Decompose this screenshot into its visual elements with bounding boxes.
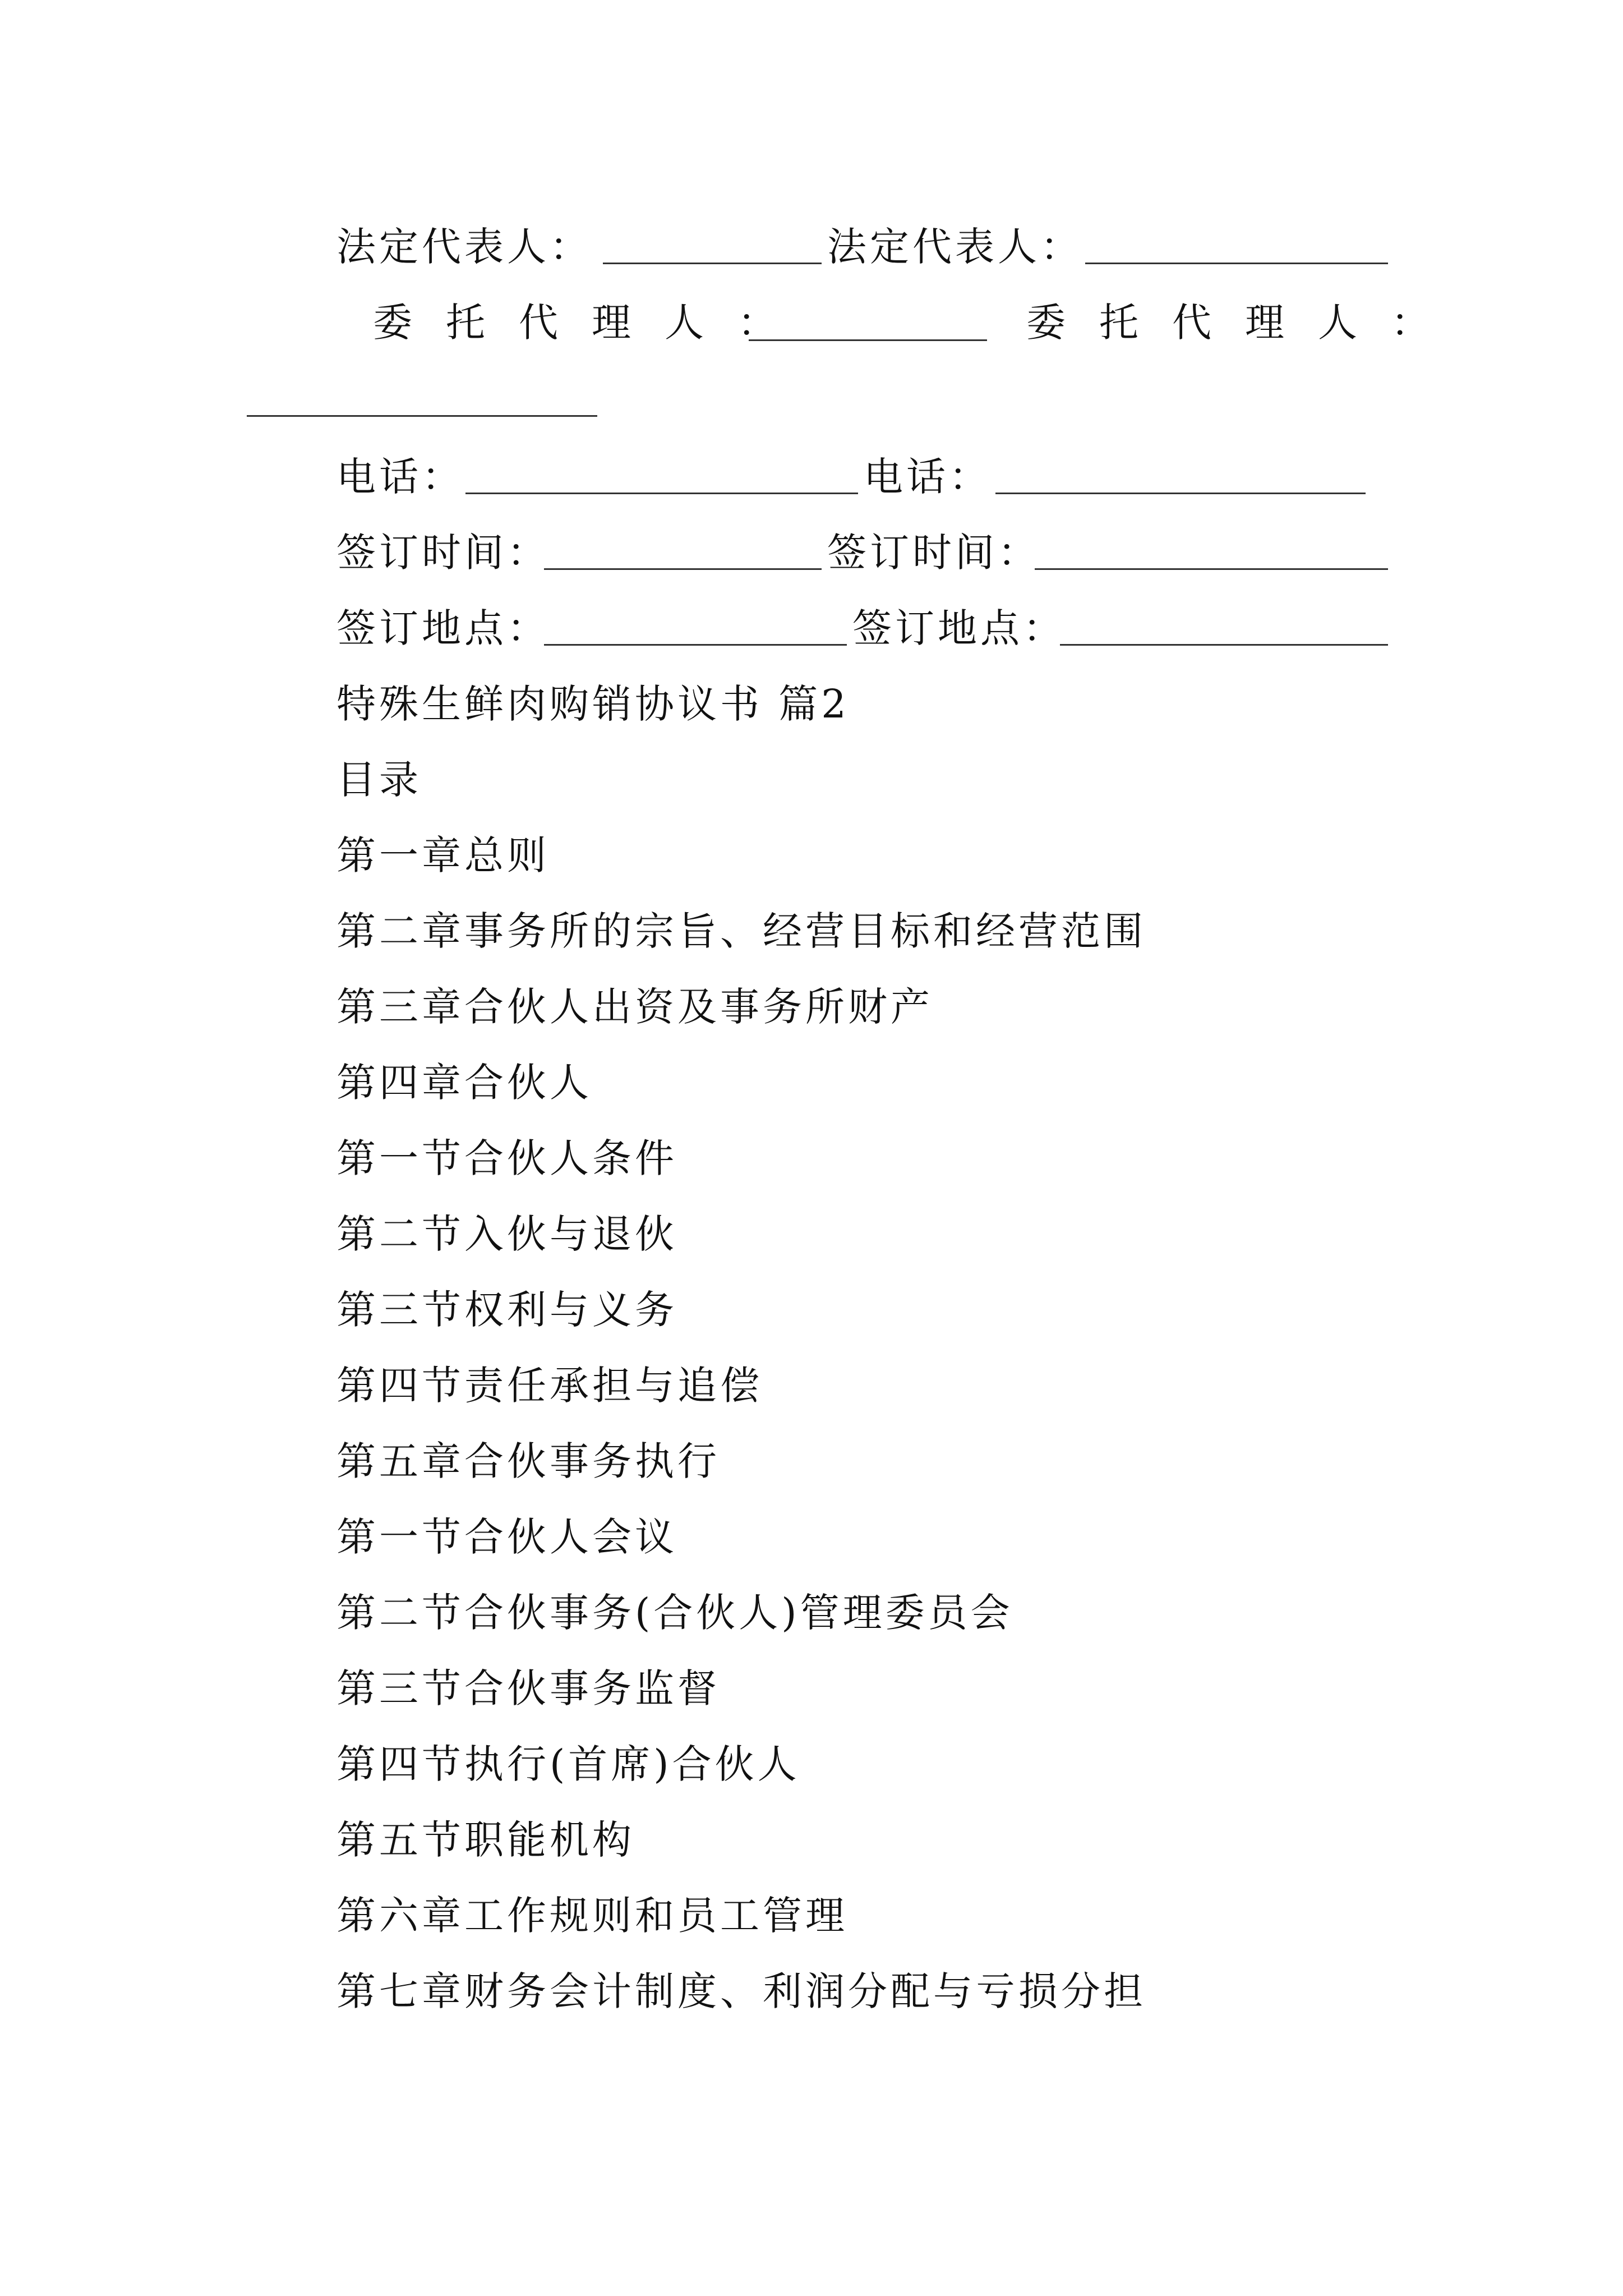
toc-item: 第一节合伙人条件 bbox=[336, 1135, 677, 1181]
agent-label-a: 委托代理人： bbox=[373, 300, 810, 346]
toc-item: 第六章工作规则和员工管理 bbox=[336, 1893, 848, 1939]
sign-time-label-a: 签订时间： bbox=[336, 530, 550, 576]
sign-place-field-b[interactable] bbox=[1060, 644, 1388, 646]
toc-item: 第四节责任承担与追偿 bbox=[336, 1363, 763, 1409]
phone-field-a[interactable] bbox=[465, 493, 858, 494]
toc-item: 第五节职能机构 bbox=[336, 1817, 635, 1863]
legal-rep-field-a[interactable] bbox=[603, 263, 822, 264]
toc-item: 第三节权利与义务 bbox=[336, 1287, 677, 1333]
legal-rep-field-b[interactable] bbox=[1085, 263, 1388, 264]
phone-label-b: 电话： bbox=[864, 454, 992, 500]
toc-item: 第一章总则 bbox=[336, 832, 550, 878]
sign-time-field-a[interactable] bbox=[544, 568, 822, 570]
toc-item: 第五章合伙事务执行 bbox=[336, 1438, 720, 1484]
toc-item: 第三节合伙事务监督 bbox=[336, 1665, 720, 1711]
toc-title: 目录 bbox=[336, 757, 422, 803]
sign-time-field-b[interactable] bbox=[1035, 568, 1388, 570]
toc-item: 第一节合伙人会议 bbox=[336, 1514, 677, 1560]
sign-place-field-a[interactable] bbox=[544, 644, 847, 646]
sign-place-label-a: 签订地点： bbox=[336, 605, 550, 651]
phone-field-b[interactable] bbox=[995, 493, 1366, 494]
agent-field-a[interactable] bbox=[749, 339, 987, 341]
toc-item: 第三章合伙人出资及事务所财产 bbox=[336, 984, 933, 1030]
toc-item: 第二章事务所的宗旨、经营目标和经营范围 bbox=[336, 908, 1146, 954]
legal-rep-label-a: 法定代表人： bbox=[336, 224, 592, 270]
sign-time-label-b: 签订时间： bbox=[827, 530, 1040, 576]
toc-item: 第四章合伙人 bbox=[336, 1060, 592, 1106]
agent-field-b[interactable] bbox=[247, 415, 597, 417]
toc-item: 第七章财务会计制度、利润分配与亏损分担 bbox=[336, 1968, 1146, 2014]
toc-item: 第四节执行(首席)合伙人 bbox=[336, 1741, 800, 1787]
legal-rep-label-b: 法定代表人： bbox=[827, 224, 1083, 270]
sign-place-label-b: 签订地点： bbox=[852, 605, 1066, 651]
phone-label-a: 电话： bbox=[336, 454, 464, 500]
agent-label-b: 委托代理人： bbox=[1026, 300, 1464, 346]
document-heading: 特殊生鲜肉购销协议书 篇2 bbox=[336, 681, 850, 727]
toc-item: 第二节合伙事务(合伙人)管理委员会 bbox=[336, 1590, 1013, 1636]
toc-item: 第二节入伙与退伙 bbox=[336, 1211, 677, 1257]
